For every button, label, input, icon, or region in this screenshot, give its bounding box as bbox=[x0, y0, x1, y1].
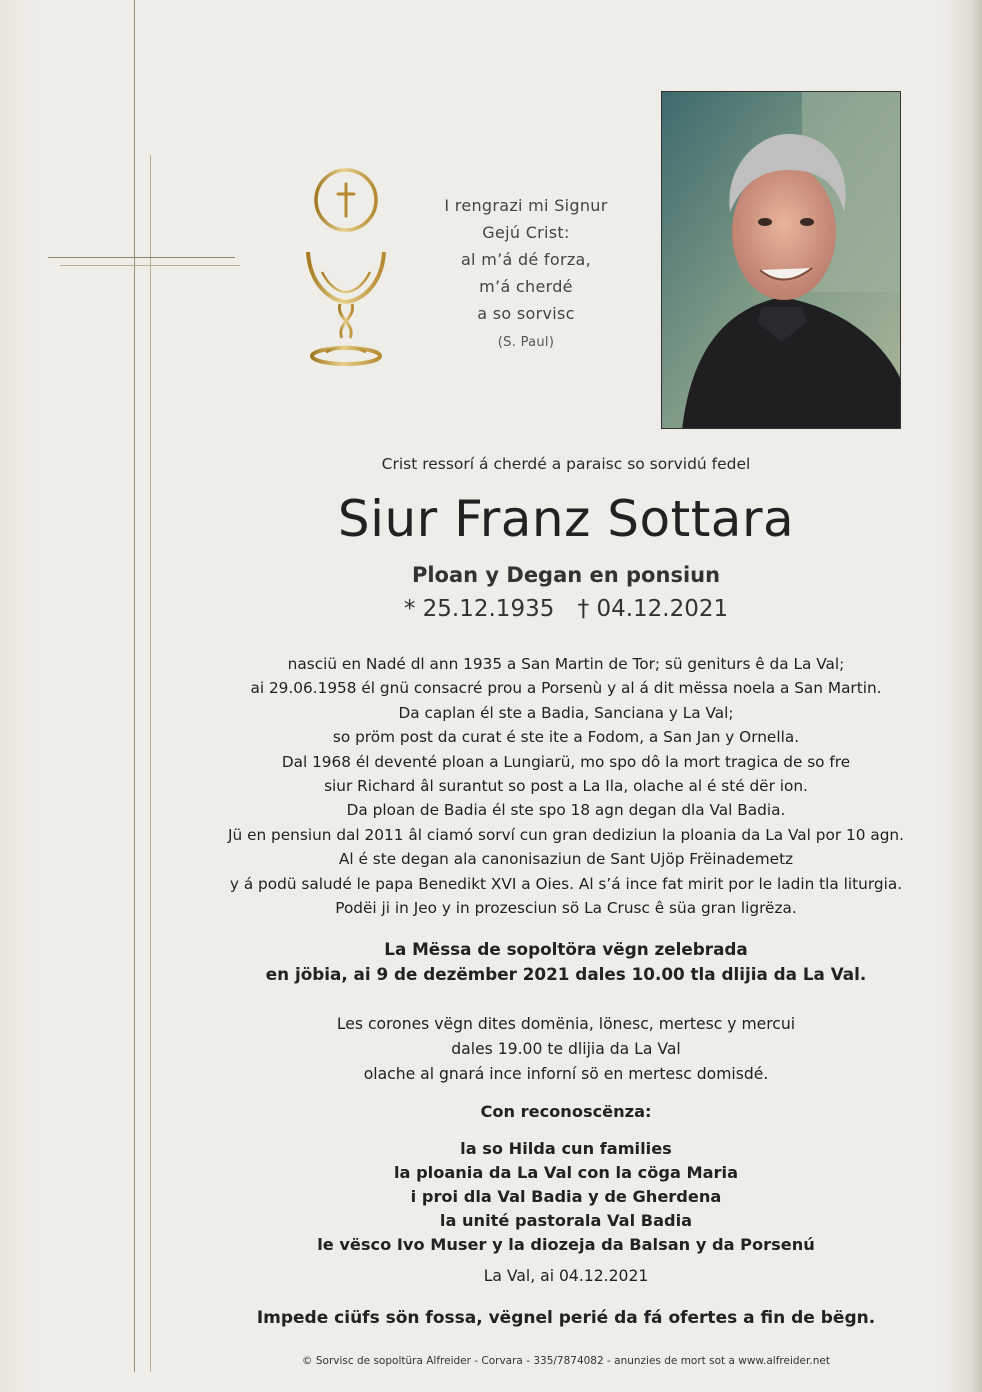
mourner-line: le vësco Ivo Muser y la diozeja da Balsan y da Porsenú bbox=[317, 1235, 815, 1254]
footer-credit: © Sorvisc de sopoltüra Alfreider - Corvara - 335/7874082 - anunzies de mort sot a www.alfreider.net bbox=[302, 1355, 830, 1367]
bio-line: y á podü saludé le papa Benedikt XVI a Oies. Al s’á ince fat mirit por le ladin tla liturgia. bbox=[229, 874, 903, 893]
place-date: La Val, ai 04.12.2021 bbox=[483, 1267, 649, 1285]
funeral-line: La Mëssa de sopoltöra vëgn zelebrada bbox=[384, 939, 748, 959]
thanks-heading: Con reconoscënza: bbox=[480, 1102, 652, 1121]
funeral-line: en jöbia, ai 9 de dezëmber 2021 dales 10.00 tla dlijia da La Val. bbox=[265, 964, 867, 984]
bio-line: nasciü en Nadé dl ann 1935 a San Martin de Tor; sü geniturs ê da La Val; bbox=[287, 655, 845, 673]
bio-line: so pröm post da curat é ste ite a Fodom, a San Jan y Ornella. bbox=[332, 728, 800, 747]
portrait-illustration bbox=[662, 92, 901, 429]
rosary-line: Les corones vëgn dites domënia, lönesc, mertesc y mercui bbox=[336, 1015, 796, 1033]
mourner-line: la unité pastorala Val Badia bbox=[439, 1211, 693, 1230]
chalice-host-icon bbox=[300, 160, 390, 370]
quote-line: a so sorvisc bbox=[477, 304, 575, 323]
bio-line: Da ploan de Badia él ste spo 18 agn degan dla Val Badia. bbox=[346, 801, 786, 820]
intro-line: Crist ressorí á cherdé a paraisc so sorvidú fedel bbox=[381, 455, 751, 473]
quote-line: al m’á dé forza, bbox=[460, 250, 592, 269]
quote-line: m’á cherdé bbox=[479, 277, 573, 296]
bio-line: Dal 1968 él deventé ploan a Lungiarü, mo spo dô la mort tragica de so fre bbox=[281, 752, 851, 771]
quote-line: Gejú Crist: bbox=[482, 223, 570, 242]
bio-line: siur Richard âl surantut so post a La Ila, olache al é sté dër ion. bbox=[324, 777, 808, 796]
quote-block bbox=[420, 192, 632, 356]
rosary-line: dales 19.00 te dlijia da La Val bbox=[451, 1040, 681, 1058]
quote-line: I rengrazi mi Signur bbox=[444, 196, 608, 215]
bio-line: Jü en pensiun dal 2011 âl ciamó sorví cun gran dediziun la ploania da La Val por 10 agn. bbox=[228, 825, 904, 844]
mourner-line: la ploania da La Val con la cöga Maria bbox=[393, 1163, 739, 1182]
birth-date: * 25.12.1935 bbox=[403, 596, 555, 622]
cross-line-horizontal-2 bbox=[60, 265, 240, 266]
rosary-notice bbox=[150, 1012, 982, 1087]
mourner-line: i proi dla Val Badia y de Gherdena bbox=[410, 1187, 722, 1206]
cross-lines-icon bbox=[134, 0, 135, 1372]
life-dates bbox=[150, 596, 982, 622]
portrait-photo bbox=[661, 91, 901, 429]
bio-line: Da caplan él ste a Badia, Sanciana y La Val; bbox=[398, 703, 734, 722]
mourner-line: la so Hilda cun families bbox=[460, 1139, 672, 1158]
deceased-name: Siur Franz Sottara bbox=[337, 490, 795, 548]
quote-source: (S. Paul) bbox=[497, 335, 555, 350]
biography bbox=[150, 652, 982, 920]
funeral-notice bbox=[150, 937, 982, 987]
bio-line: Al é ste degan ala canonisaziun de Sant Ujöp Frëinademetz bbox=[338, 850, 794, 869]
death-date: † 04.12.2021 bbox=[577, 596, 729, 622]
mourners-list bbox=[150, 1137, 982, 1257]
bio-line: ai 29.06.1958 él gnü consacré prou a Porsenù y al á dit mëssa noela a San Martin. bbox=[250, 679, 882, 698]
bio-line: Podëi ji in Jeo y in prozesciun sö La Crusc ê süa gran ligrëza. bbox=[335, 899, 797, 918]
deceased-role: Ploan y Degan en ponsiun bbox=[411, 563, 721, 587]
rosary-line: olache al gnará ince inforní sö en mertesc domisdé. bbox=[363, 1065, 769, 1083]
cross-line-horizontal-1 bbox=[48, 257, 235, 258]
closing-request: Impede ciüfs sön fossa, vëgnel perié da fá ofertes a fin de bëgn. bbox=[256, 1308, 876, 1328]
